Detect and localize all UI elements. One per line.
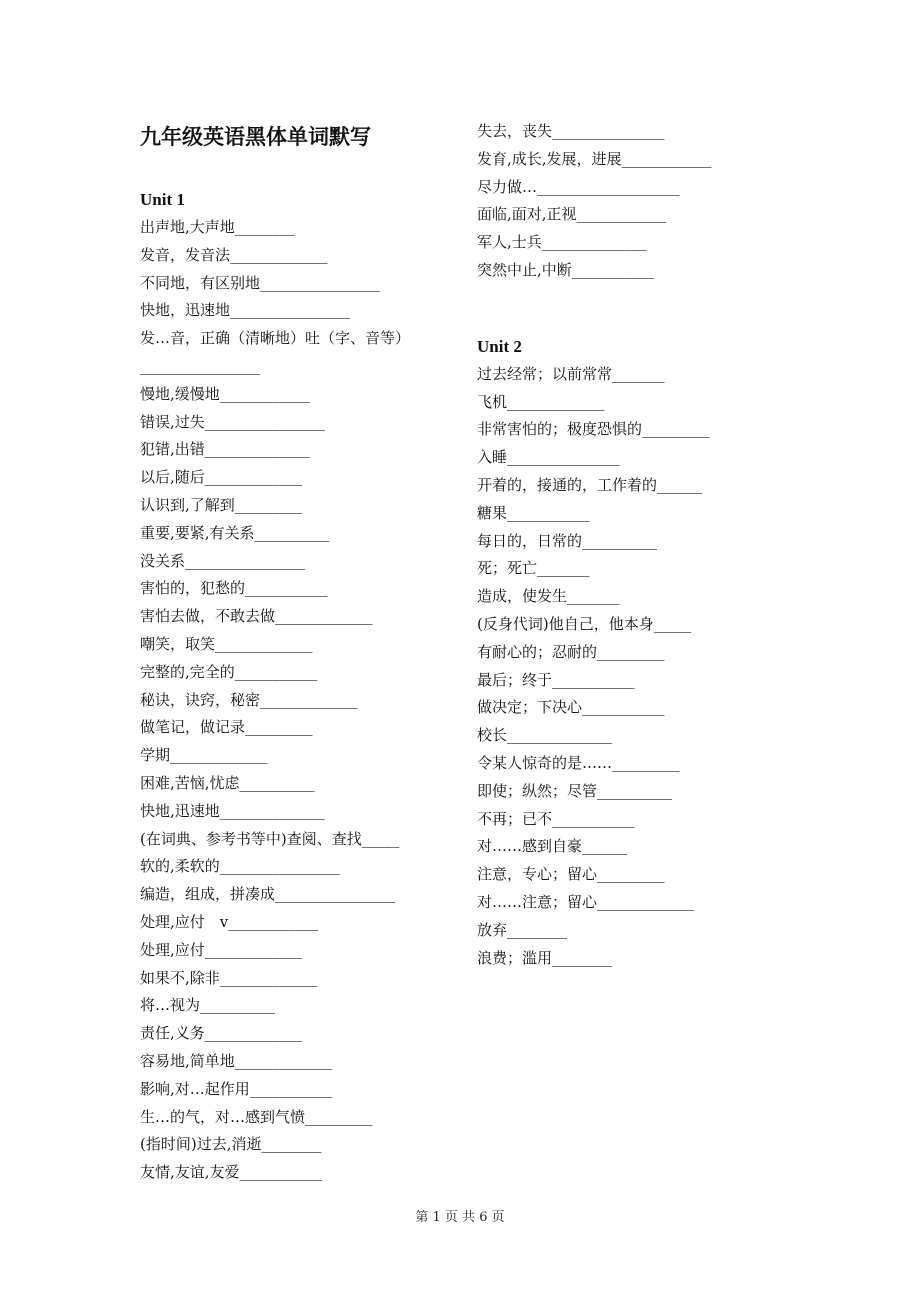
- vocab-entry: (指时间)过去,消逝________: [140, 1135, 322, 1154]
- vocab-entry: 发育,成长,发展，进展____________: [477, 149, 712, 168]
- vocab-entry: 有耐心的；忍耐的_________: [477, 642, 665, 661]
- vocab-entry: 糖果___________: [477, 503, 590, 522]
- vocab-entry: 快地,迅速地______________: [140, 801, 325, 820]
- vocab-entry: 对……感到自豪______: [477, 837, 628, 856]
- vocab-entry: 影响,对…起作用___________: [140, 1079, 333, 1098]
- vocab-entry: 没关系________________: [140, 551, 306, 570]
- vocab-entry: 即使；纵然；尽管__________: [477, 781, 673, 800]
- vocab-entry: 如果不,除非_____________: [140, 968, 318, 987]
- vocab-entry: 开着的，接通的，工作着的______: [477, 475, 703, 494]
- vocab-entry: 重要,要紧,有关系__________: [140, 523, 330, 542]
- vocab-entry: 校长______________: [477, 726, 613, 745]
- vocab-entry: 最后；终于___________: [477, 670, 635, 689]
- vocab-entry: 以后,随后_____________: [140, 468, 303, 487]
- vocab-entry: 尽力做…___________________: [477, 177, 680, 196]
- vocab-entry: 不再；已不___________: [477, 809, 635, 828]
- vocab-entry: 容易地,简单地_____________: [140, 1051, 333, 1070]
- vocab-entry: 害怕的，犯愁的___________: [140, 579, 328, 598]
- vocab-entry: 出声地,大声地________: [140, 218, 295, 236]
- vocab-entry: 快地，迅速地________________: [140, 301, 351, 320]
- vocab-entry: (反身代词)他自己，他本身_____: [477, 614, 692, 633]
- vocab-entry: 编造，组成，拼凑成________________: [140, 885, 396, 904]
- unit-2-word-list: [477, 361, 777, 973]
- vocab-entry: 处理,应付 v____________: [140, 912, 319, 931]
- vocab-entry: 做笔记，做记录_________: [140, 718, 313, 737]
- vocab-entry: 浪费；滥用________: [477, 948, 613, 967]
- vocab-entry: 对……注意；留心_____________: [477, 892, 695, 911]
- vocab-entry: 犯错,出错______________: [140, 440, 310, 459]
- vocab-entry: 友情,友谊,友爱___________: [140, 1163, 323, 1182]
- vocab-entry: 发音，发音法_____________: [140, 245, 328, 264]
- right-column: [477, 118, 777, 972]
- vocab-entry: 入睡_______________: [477, 448, 620, 467]
- unit-1-word-list: [140, 214, 460, 1187]
- vocab-entry: 不同地，有区别地________________: [140, 273, 381, 292]
- vocab-entry: 处理,应付_____________: [140, 940, 303, 959]
- vocab-entry: 注意，专心；留心_________: [477, 865, 665, 884]
- vocab-entry: 过去经常；以前常常_______: [477, 364, 665, 383]
- vocab-entry: ________________: [140, 356, 260, 375]
- vocab-entry: 嘲笑，取笑_____________: [140, 634, 313, 653]
- page-title: 九年级英语黑体单词默写: [140, 125, 371, 149]
- vocab-entry: (在词典、参考书等中)查阅、查找_____: [140, 829, 400, 848]
- vocab-entry: 生…的气，对…感到气愤_________: [140, 1107, 373, 1126]
- vocab-entry: 慢地,缓慢地____________: [140, 384, 310, 403]
- unit-1-continued-list: [477, 118, 777, 285]
- vocab-entry: 非常害怕的；极度恐惧的_________: [477, 420, 710, 439]
- vocab-entry: 软的,柔软的________________: [140, 857, 340, 876]
- vocab-entry: 军人,士兵______________: [477, 233, 647, 252]
- vocab-entry: 发…音，正确（清晰地）吐（字、音等）: [140, 329, 411, 348]
- vocab-entry: 令某人惊奇的是……_________: [477, 753, 680, 772]
- left-column: [140, 118, 460, 1187]
- vocab-entry: 造成，使发生_______: [477, 587, 620, 606]
- vocab-entry: 完整的,完全的___________: [140, 662, 318, 681]
- vocab-entry: 秘诀，诀窍，秘密_____________: [140, 690, 358, 709]
- unit-1-heading: Unit 1: [140, 190, 185, 209]
- vocab-entry: 学期_____________: [140, 746, 268, 765]
- vocab-entry: 将…视为__________: [140, 996, 276, 1015]
- vocab-entry: 面临,面对,正视____________: [477, 205, 667, 224]
- vocab-entry: 飞机_____________: [477, 392, 605, 411]
- vocab-entry: 失去，丧失_______________: [477, 122, 665, 140]
- vocab-entry: 每日的，日常的__________: [477, 531, 658, 550]
- vocab-entry: 做决定；下决心___________: [477, 698, 665, 717]
- vocab-entry: 突然中止,中断___________: [477, 260, 655, 279]
- vocab-entry: 困难,苦恼,忧虑__________: [140, 773, 315, 792]
- vocab-entry: 错误,过失________________: [140, 412, 325, 431]
- vocab-entry: 死；死亡_______: [477, 559, 590, 578]
- vocab-entry: 放弃________: [477, 920, 568, 939]
- vocab-entry: 害怕去做，不敢去做_____________: [140, 607, 373, 626]
- vocab-entry: 认识到,了解到_________: [140, 495, 303, 514]
- vocab-entry: 责任,义务_____________: [140, 1024, 303, 1043]
- unit-2-heading: Unit 2: [477, 336, 522, 356]
- page-number-footer: 第 1 页 共 6 页: [415, 1210, 505, 1225]
